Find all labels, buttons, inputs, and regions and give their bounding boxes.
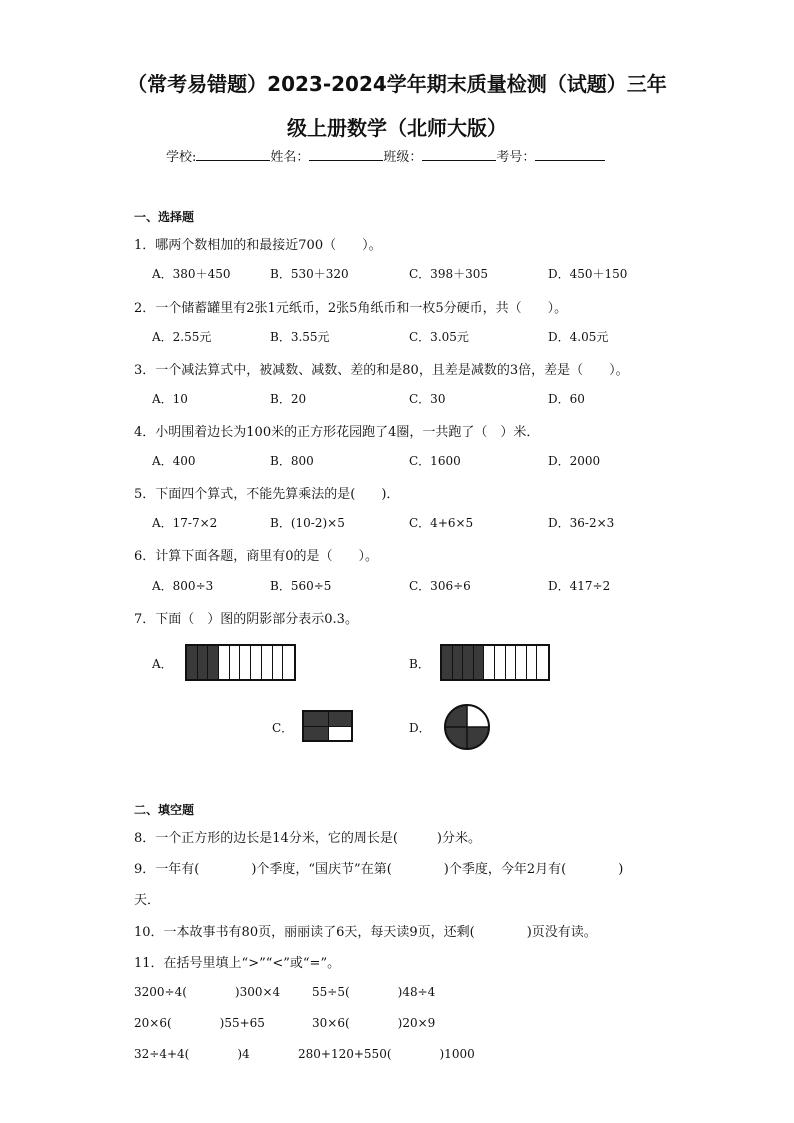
- question-8: 8．一个正方形的边长是14分米，它的周长是( )分米。: [134, 831, 481, 846]
- tenth-cell: [495, 646, 506, 679]
- question-10: 10．一本故事书有80页，丽丽读了6天，每天读9页，还剩( )页没有读。: [134, 925, 597, 940]
- question-2: 2．一个储蓄罐里有2张1元纸币，2张5角纸币和一枚5分硬币，共（ ）。: [134, 301, 568, 316]
- shaded-tenth-cell: [198, 646, 209, 679]
- tenth-cell: [537, 646, 548, 679]
- q7-c-shaded-part: [329, 712, 351, 726]
- q5-option-d[interactable]: D．36-2×3: [548, 516, 615, 530]
- q2-option-b[interactable]: B．3.55元: [270, 330, 330, 344]
- q1-option-b[interactable]: B．530＋320: [270, 267, 349, 281]
- tenth-cell: [283, 646, 294, 679]
- school-label: 学校:: [166, 150, 197, 165]
- class-label: 班级：: [383, 150, 423, 165]
- name-field[interactable]: [309, 147, 383, 161]
- q5-option-a[interactable]: A．17-7×2: [152, 516, 218, 530]
- question-1: 1．哪两个数相加的和最接近700（ ）。: [134, 238, 382, 253]
- q4-option-c[interactable]: C．1600: [409, 454, 461, 468]
- q7-option-c-label[interactable]: C．: [272, 721, 294, 735]
- q4-option-d[interactable]: D．2000: [548, 454, 601, 468]
- q2-option-c[interactable]: C．3.05元: [409, 330, 469, 344]
- q3-option-a[interactable]: A．10: [152, 392, 188, 406]
- question-3: 3．一个减法算式中，被减数、减数、差的和是80，且差是减数的3倍，差是（ ）。: [134, 363, 629, 378]
- q2-option-a[interactable]: A．2.55元: [152, 330, 212, 344]
- tenth-cell: [273, 646, 284, 679]
- question-9-line-2: 天．: [134, 893, 161, 908]
- q7-option-b-label[interactable]: B．: [409, 657, 430, 671]
- shaded-tenth-cell: [463, 646, 474, 679]
- q11-compare-item[interactable]: 32÷4+4( )4: [134, 1047, 250, 1061]
- shaded-tenth-cell: [442, 646, 453, 679]
- tenth-cell: [262, 646, 273, 679]
- tenth-cell: [516, 646, 527, 679]
- q3-option-c[interactable]: C．30: [409, 392, 446, 406]
- shaded-tenth-cell: [208, 646, 219, 679]
- question-5: 5．下面四个算式，不能先算乘法的是( )．: [134, 487, 400, 502]
- tenth-cell: [241, 646, 252, 679]
- q7-c-divider: [304, 726, 351, 727]
- q1-option-d[interactable]: D．450＋150: [548, 267, 628, 281]
- name-label: 姓名：: [270, 150, 310, 165]
- student-info-row: [166, 146, 605, 165]
- q5-option-b[interactable]: B．(10-2)×5: [270, 516, 345, 530]
- q5-option-c[interactable]: C．4+6×5: [409, 516, 474, 530]
- q6-option-d[interactable]: D．417÷2: [548, 579, 611, 593]
- question-7: 7．下面（ ）图的阴影部分表示0.3。: [134, 612, 358, 627]
- section-heading-fill-blank: 二、填空题: [134, 803, 195, 817]
- shaded-tenth-cell: [474, 646, 485, 679]
- q6-option-a[interactable]: A．800÷3: [152, 579, 214, 593]
- q3-option-d[interactable]: D．60: [548, 392, 585, 406]
- tenth-cell: [527, 646, 538, 679]
- q7-figure-a-tenths-strip[interactable]: [185, 644, 296, 681]
- q3-option-b[interactable]: B．20: [270, 392, 307, 406]
- question-6: 6．计算下面各题，商里有0的是（ ）。: [134, 549, 379, 564]
- question-11: 11．在括号里填上“>”“<”或“=”。: [134, 956, 341, 971]
- number-label: 考号：: [496, 150, 536, 165]
- q7-figure-d-quartered-circle[interactable]: [443, 703, 491, 751]
- tenth-cell: [484, 646, 495, 679]
- shaded-tenth-cell: [453, 646, 464, 679]
- q7-option-a-label[interactable]: A．: [152, 657, 173, 671]
- q11-compare-item[interactable]: 20×6( )55+65: [134, 1016, 265, 1030]
- title-line-2: 级上册数学（北师大版）: [287, 116, 507, 140]
- q11-compare-item[interactable]: 3200÷4( )300×4: [134, 985, 281, 999]
- shaded-tenth-cell: [187, 646, 198, 679]
- q7-figure-b-tenths-strip[interactable]: [440, 644, 550, 681]
- class-field[interactable]: [422, 147, 496, 161]
- question-9-line-1: 9．一年有( )个季度，“国庆节”在第( )个季度，今年2月有( ): [134, 862, 624, 877]
- q6-option-b[interactable]: B．560÷5: [270, 579, 332, 593]
- question-4: 4．小明围着边长为100米的正方形花园跑了4圈，一共跑了（ ）米．: [134, 425, 540, 440]
- tenth-cell: [219, 646, 230, 679]
- q7-figure-c-quartered-rectangle[interactable]: [302, 710, 353, 742]
- q11-compare-item[interactable]: 280+120+550( )1000: [298, 1047, 475, 1061]
- section-heading-choice: 一、选择题: [134, 210, 195, 224]
- q6-option-c[interactable]: C．306÷6: [409, 579, 471, 593]
- q7-option-d-label[interactable]: D．: [409, 721, 431, 735]
- q11-compare-item[interactable]: 55÷5( )48÷4: [312, 985, 436, 999]
- q1-option-c[interactable]: C．398＋305: [409, 267, 488, 281]
- number-field[interactable]: [535, 147, 605, 161]
- q1-option-a[interactable]: A．380＋450: [152, 267, 231, 281]
- q11-compare-item[interactable]: 30×6( )20×9: [312, 1016, 436, 1030]
- q4-option-a[interactable]: A．400: [152, 454, 196, 468]
- q7-c-shaded-part: [304, 712, 328, 726]
- title-line-1: （常考易错题）2023-2024学年期末质量检测（试题）三年: [127, 72, 667, 96]
- school-field[interactable]: [196, 147, 270, 161]
- q4-option-b[interactable]: B．800: [270, 454, 314, 468]
- tenth-cell: [230, 646, 241, 679]
- q2-option-d[interactable]: D．4.05元: [548, 330, 609, 344]
- q7-c-shaded-part: [304, 727, 328, 740]
- tenth-cell: [506, 646, 517, 679]
- tenth-cell: [251, 646, 262, 679]
